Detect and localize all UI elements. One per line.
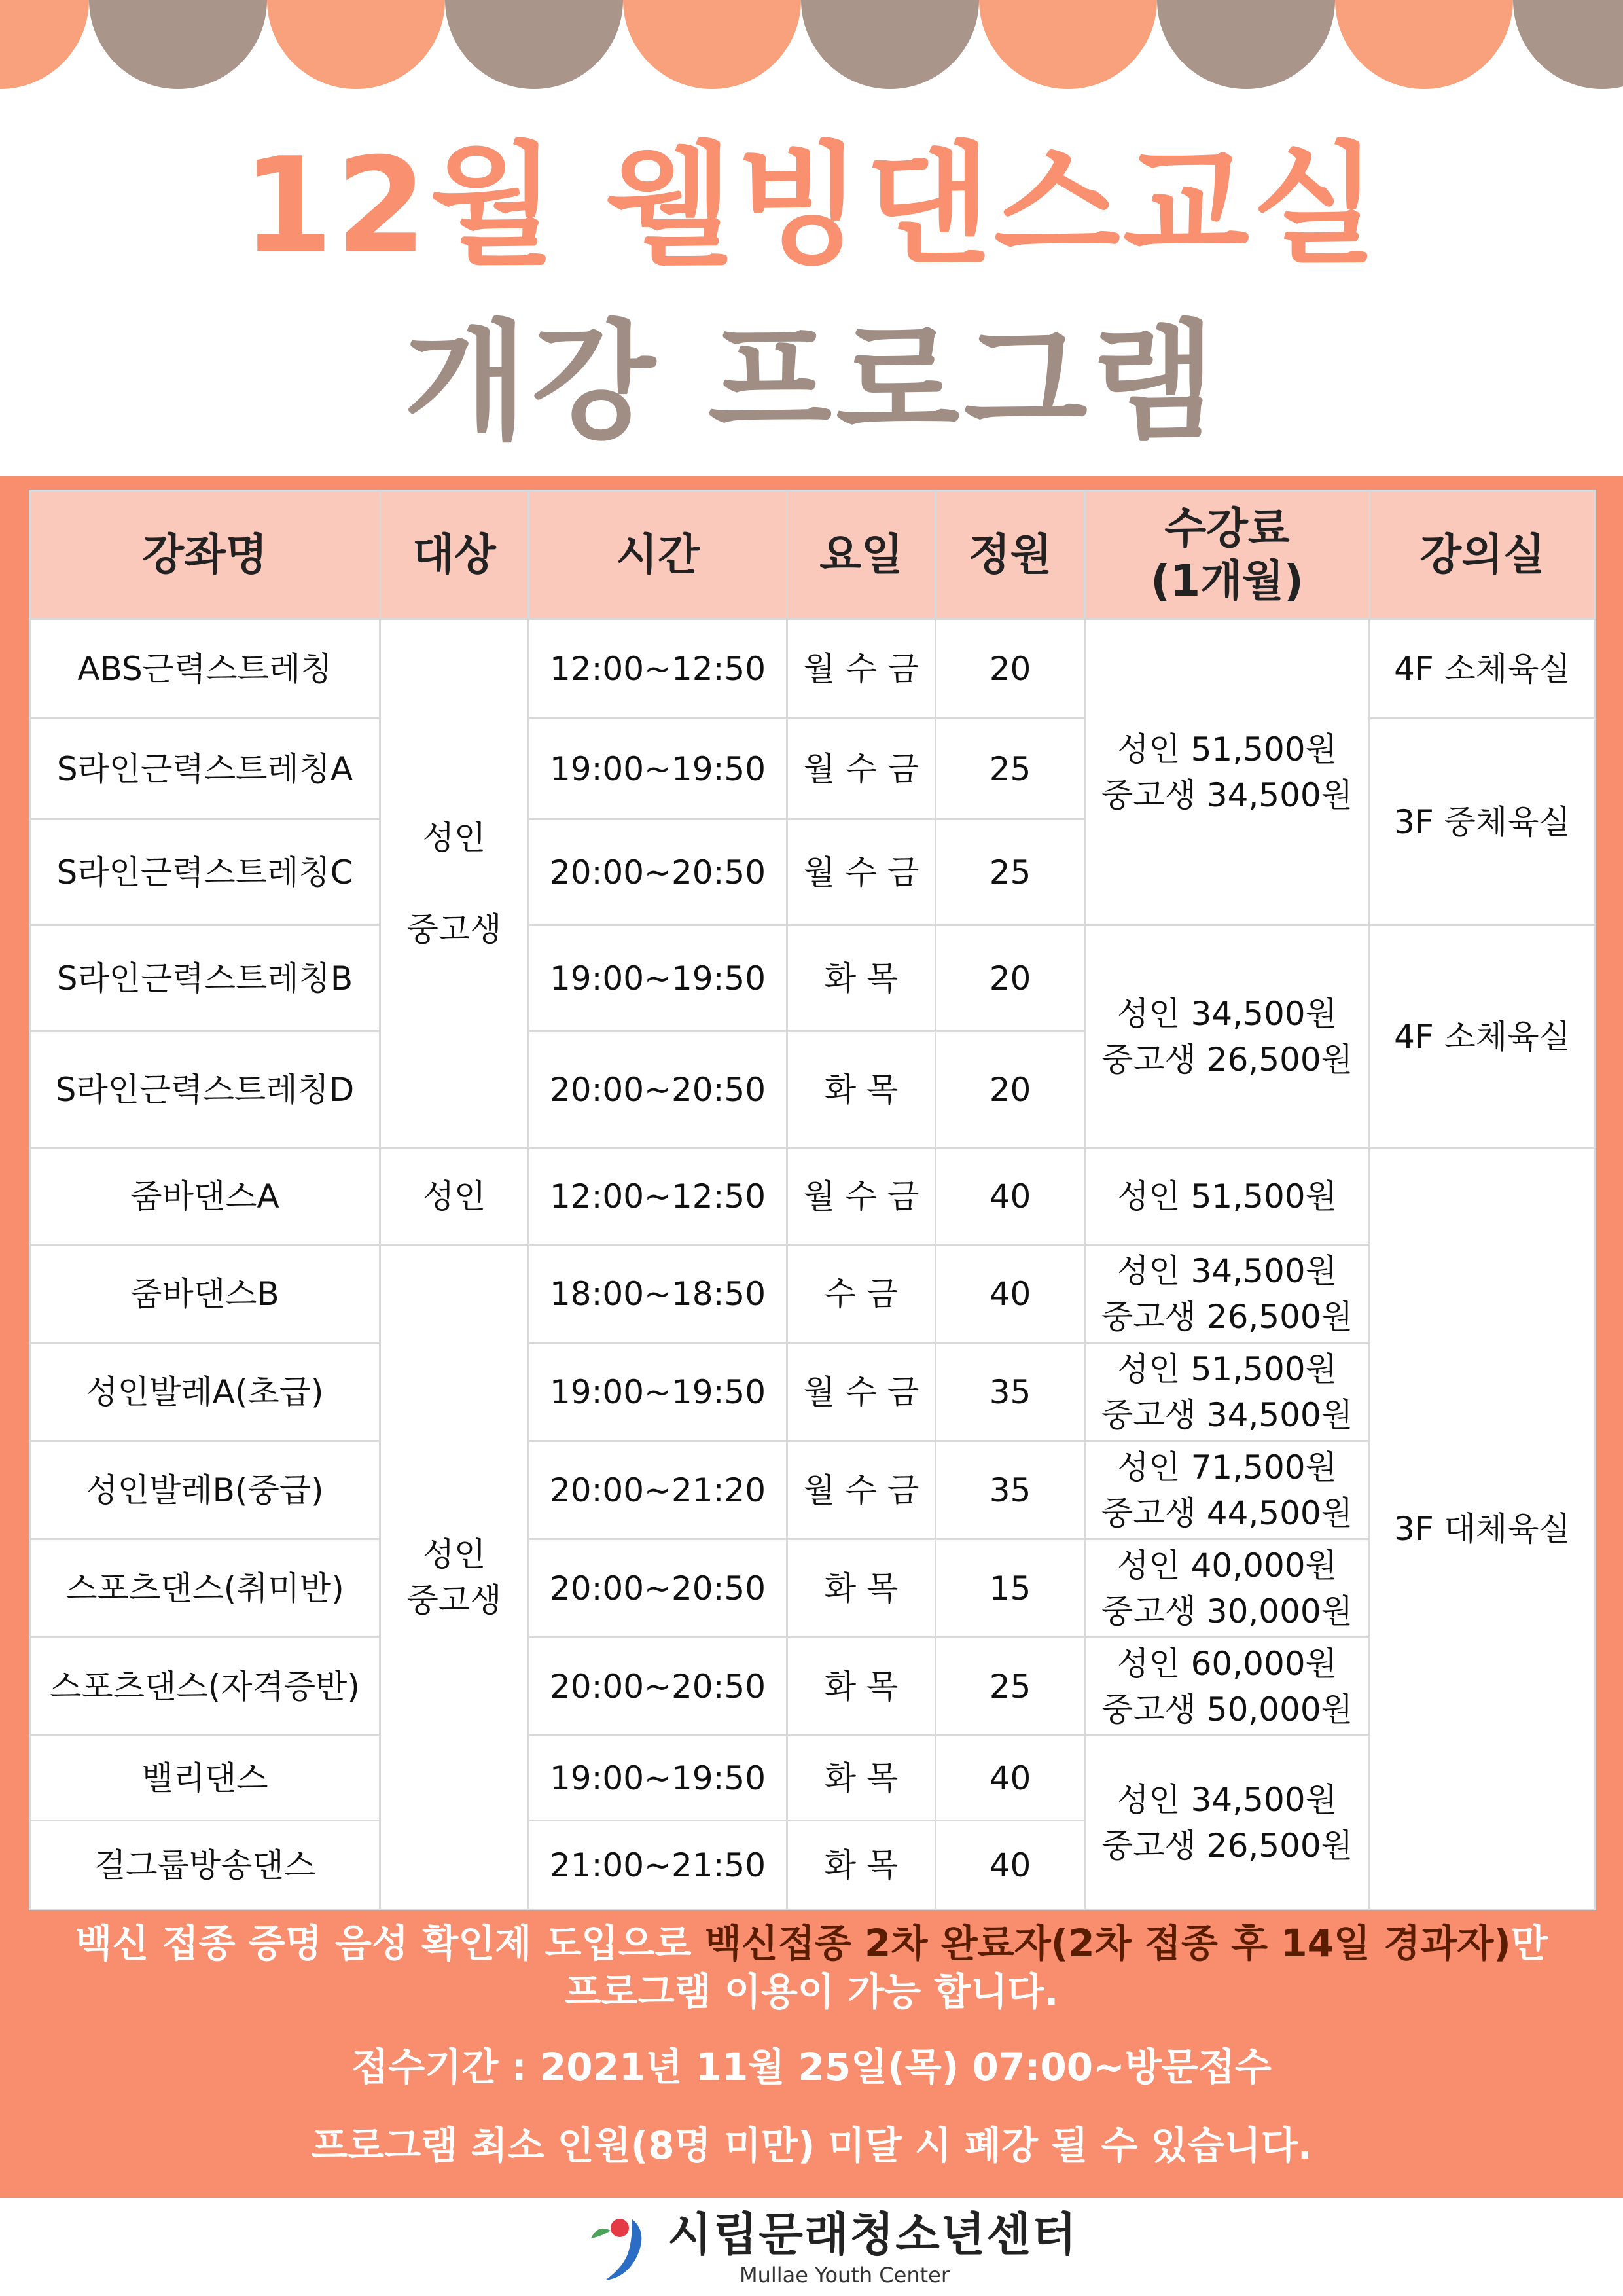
fee-cell: [1085, 1736, 1370, 1910]
class-time: 19:00~19:50: [529, 1343, 787, 1441]
scallop-shape: [623, 0, 801, 89]
fee-cell: [1085, 925, 1370, 1148]
target-cell: [380, 619, 529, 1148]
header-course: 강좌명: [30, 491, 380, 619]
scallop-shape: [801, 0, 979, 89]
header-target: 대상: [380, 491, 529, 619]
fee-cell: [1085, 1441, 1370, 1539]
class-capacity: 40: [936, 1821, 1085, 1910]
table-row: [30, 619, 1596, 719]
fee-cell: [1085, 619, 1370, 925]
course-name: S라인근력스트레칭D: [30, 1031, 380, 1148]
class-time: 20:00~20:50: [529, 1638, 787, 1736]
class-time: 19:00~19:50: [529, 719, 787, 819]
cancellation-notice: 프로그램 최소 인원(8명 미만) 미달 시 폐강 될 수 있습니다.: [311, 2123, 1312, 2168]
scallop-border: [0, 0, 1623, 105]
header-capacity: 정원: [936, 491, 1085, 619]
fee-line1: 성인 51,500원: [1117, 1350, 1337, 1388]
target-line1: 성인: [422, 818, 486, 857]
fee-cell: [1085, 1539, 1370, 1638]
class-time: 20:00~20:50: [529, 819, 787, 925]
class-capacity: 40: [936, 1148, 1085, 1245]
class-days: 화 목: [787, 1638, 936, 1736]
vaccine-notice-text: 백신 접종 증명 음성 확인제 도입으로: [75, 1921, 705, 1965]
scallop-shape: [1513, 0, 1623, 89]
fee-line2: 중고생 26,500원: [1101, 1297, 1353, 1336]
header-fee-line1: 수강료: [1164, 503, 1290, 554]
usage-notice: 프로그램 이용이 가능 합니다.: [564, 1969, 1059, 2014]
fee-line2: 중고생 44,500원: [1101, 1494, 1353, 1532]
room-cell: 3F 중체육실: [1370, 719, 1596, 925]
class-time: 18:00~18:50: [529, 1245, 787, 1343]
class-days: 월 수 금: [787, 1343, 936, 1441]
class-time: 21:00~21:50: [529, 1821, 787, 1910]
page-subtitle: 개강 프로그램: [403, 308, 1220, 457]
class-time: 19:00~19:50: [529, 925, 787, 1031]
fee-line1: 성인 34,500원: [1117, 1780, 1337, 1819]
course-name: 걸그룹방송댄스: [30, 1821, 380, 1910]
target-cell: [380, 1245, 529, 1910]
target-line2: 중고생: [406, 910, 502, 948]
class-capacity: 20: [936, 925, 1085, 1031]
class-days: 월 수 금: [787, 619, 936, 719]
organization-name-en: Mullae Youth Center: [740, 2263, 950, 2287]
fee-line2: 중고생 34,500원: [1101, 1395, 1353, 1434]
class-capacity: 20: [936, 1031, 1085, 1148]
table-row: [30, 1343, 1596, 1441]
fee-line2: 중고생 50,000원: [1101, 1690, 1353, 1729]
class-days: 월 수 금: [787, 819, 936, 925]
class-capacity: 20: [936, 619, 1085, 719]
youth-center-logo-icon: [586, 2212, 651, 2284]
course-name: 성인발레B(중급): [30, 1441, 380, 1539]
fee-line1: 성인 34,500원: [1117, 1251, 1337, 1290]
table-row: [30, 1539, 1596, 1638]
vaccine-notice-highlight: 백신접종 2차 완료자(2차 접종 후 14일 경과자): [704, 1921, 1511, 1965]
scallop-shape: [979, 0, 1157, 89]
fee-line1: 성인 40,000원: [1117, 1546, 1337, 1585]
room-cell: 4F 소체육실: [1370, 619, 1596, 719]
scallop-shape: [267, 0, 445, 89]
class-days: 수 금: [787, 1245, 936, 1343]
class-capacity: 35: [936, 1343, 1085, 1441]
course-name: 성인발레A(초급): [30, 1343, 380, 1441]
class-days: 화 목: [787, 1031, 936, 1148]
class-days: 화 목: [787, 1736, 936, 1821]
page-title: 12월 웰빙댄스교실: [241, 130, 1382, 282]
table-row: [30, 1638, 1596, 1736]
header-fee: [1085, 491, 1370, 619]
scallop-shape: [0, 0, 89, 89]
header-time: 시간: [529, 491, 787, 619]
target-line2: 중고생: [406, 1581, 502, 1619]
class-time: 12:00~12:50: [529, 1148, 787, 1245]
fee-line2: 중고생 30,000원: [1101, 1592, 1353, 1630]
class-days: 화 목: [787, 1821, 936, 1910]
room-cell: 4F 소체육실: [1370, 925, 1596, 1148]
fee-cell: [1085, 1343, 1370, 1441]
course-name: ABS근력스트레칭: [30, 619, 380, 719]
table-row: [30, 1245, 1596, 1343]
scallop-shape: [1335, 0, 1513, 89]
table-row: [30, 1736, 1596, 1821]
class-capacity: 25: [936, 819, 1085, 925]
class-capacity: 35: [936, 1441, 1085, 1539]
class-time: 20:00~20:50: [529, 1539, 787, 1638]
course-name: 스포츠댄스(자격증반): [30, 1638, 380, 1736]
class-capacity: 15: [936, 1539, 1085, 1638]
vaccine-notice: [0, 1919, 1623, 1967]
header-days: 요일: [787, 491, 936, 619]
course-name: 줌바댄스B: [30, 1245, 380, 1343]
fee-line1: 성인 51,500원: [1117, 730, 1337, 768]
class-days: 월 수 금: [787, 1441, 936, 1539]
table-row: [30, 1441, 1596, 1539]
course-name: S라인근력스트레칭A: [30, 719, 380, 819]
table-row: [30, 925, 1596, 1031]
table-header-row: [30, 491, 1596, 619]
scallop-shape: [89, 0, 267, 89]
fee-cell: 성인 51,500원: [1085, 1148, 1370, 1245]
fee-line2: 중고생 34,500원: [1101, 776, 1353, 814]
fee-line2: 중고생 26,500원: [1101, 1826, 1353, 1865]
class-days: 월 수 금: [787, 1148, 936, 1245]
table-row: [30, 1148, 1596, 1245]
class-capacity: 40: [936, 1245, 1085, 1343]
class-time: 20:00~21:20: [529, 1441, 787, 1539]
target-line1: 성인: [422, 1535, 486, 1573]
fee-cell: [1085, 1638, 1370, 1736]
header-fee-line2: (1개월): [1150, 555, 1304, 606]
room-cell: 3F 대체육실: [1370, 1148, 1596, 1910]
target-cell: 성인: [380, 1148, 529, 1245]
class-time: 19:00~19:50: [529, 1736, 787, 1821]
registration-period: 접수기간 : 2021년 11월 25일(목) 07:00~방문접수: [351, 2045, 1272, 2089]
course-name: 스포츠댄스(취미반): [30, 1539, 380, 1638]
course-name: S라인근력스트레칭B: [30, 925, 380, 1031]
fee-line1: 성인 34,500원: [1117, 994, 1337, 1033]
schedule-table: [29, 490, 1596, 1910]
class-days: 화 목: [787, 925, 936, 1031]
scallop-shape: [445, 0, 623, 89]
class-capacity: 25: [936, 1638, 1085, 1736]
course-name: 줌바댄스A: [30, 1148, 380, 1245]
header-room: 강의실: [1370, 491, 1596, 619]
vaccine-notice-suffix: 만: [1510, 1921, 1548, 1965]
fee-line2: 중고생 26,500원: [1101, 1040, 1353, 1079]
fee-cell: [1085, 1245, 1370, 1343]
organization-name: 시립문래청소년센터: [668, 2208, 1078, 2261]
class-capacity: 25: [936, 719, 1085, 819]
class-days: 화 목: [787, 1539, 936, 1638]
class-time: 20:00~20:50: [529, 1031, 787, 1148]
class-time: 12:00~12:50: [529, 619, 787, 719]
class-days: 월 수 금: [787, 719, 936, 819]
course-name: 밸리댄스: [30, 1736, 380, 1821]
fee-line1: 성인 71,500원: [1117, 1448, 1337, 1486]
course-name: S라인근력스트레칭C: [30, 819, 380, 925]
class-capacity: 40: [936, 1736, 1085, 1821]
fee-line1: 성인 60,000원: [1117, 1644, 1337, 1683]
scallop-shape: [1157, 0, 1335, 89]
